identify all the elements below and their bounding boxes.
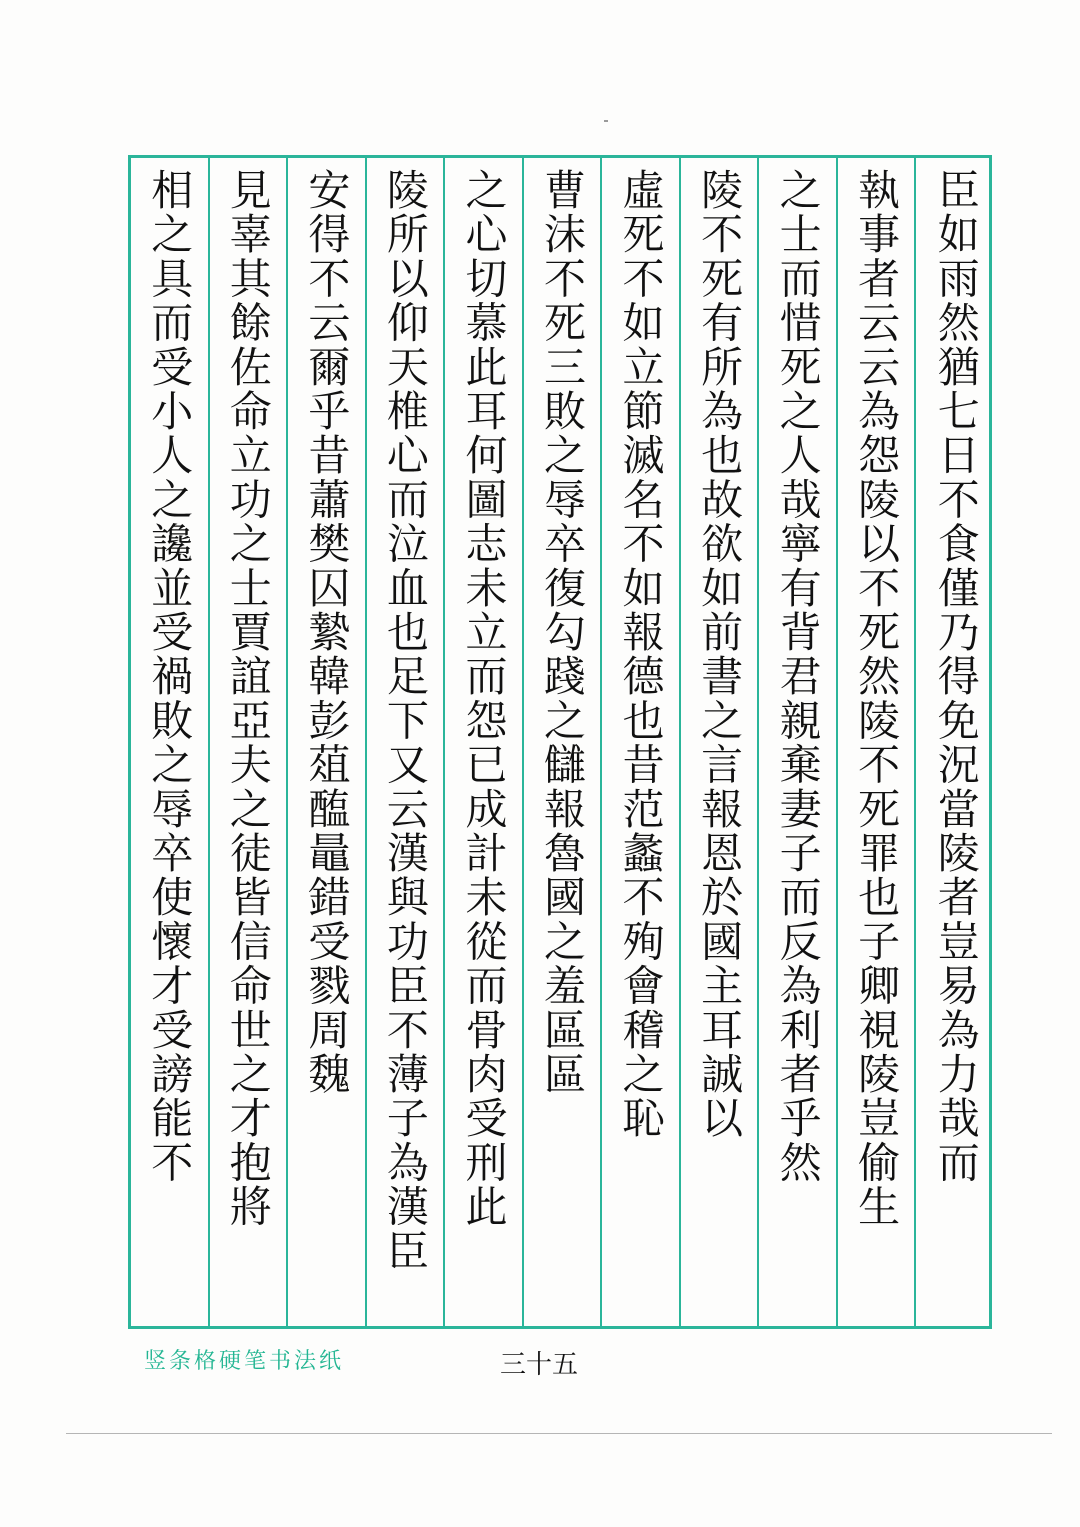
text-column-1 — [916, 158, 995, 1326]
page-number: 三十五 — [500, 1350, 579, 1380]
text-column-10 — [210, 158, 289, 1326]
column-text: 陵不死有所為也故欲如前書之言報恩於國主耳誠以 — [695, 168, 745, 1141]
text-column-8 — [367, 158, 446, 1326]
text-column-9 — [288, 158, 367, 1326]
column-text: 虛死不如立節滅名不如報德也昔范蠡不殉會稽之恥 — [616, 168, 666, 1141]
paper-speck — [604, 120, 608, 122]
bottom-rule — [66, 1433, 1052, 1434]
text-column-11 — [131, 158, 210, 1326]
column-text: 臣如雨然猶七日不食僅乃得免況當陵者豈易為力哉而 — [931, 168, 981, 1185]
column-text: 執事者云云為怨陵以不死然陵不死罪也子卿視陵豈偷生 — [852, 168, 902, 1229]
column-text: 之心切慕此耳何圖志未立而怨已成計未從而骨肉受刑此 — [459, 168, 509, 1229]
text-column-2 — [838, 158, 917, 1326]
text-column-3 — [759, 158, 838, 1326]
text-column-7 — [445, 158, 524, 1326]
column-text: 相之具而受小人之讒並受禍敗之辱卒使懷才受謗能不 — [145, 168, 195, 1185]
column-text: 見辜其餘佐命立功之士賈誼亞夫之徒皆信命世之才抱將 — [223, 168, 273, 1229]
column-text: 陵所以仰天椎心而泣血也足下又云漢與功臣不薄子為漢臣 — [380, 168, 430, 1273]
column-text: 安得不云爾乎昔蕭樊囚縶韓彭葅醢鼂錯受戮周魏 — [302, 168, 352, 1097]
text-column-5 — [602, 158, 681, 1326]
column-text: 曹沫不死三敗之辱卒復勾踐之讎報魯國之羞區區 — [537, 168, 587, 1097]
text-column-4 — [681, 158, 760, 1326]
vertical-grid-frame — [128, 155, 992, 1329]
text-column-6 — [524, 158, 603, 1326]
paper-type-caption: 竖条格硬笔书法纸 — [144, 1349, 345, 1374]
column-text: 之士而惜死之人哉寧有背君親棄妻子而反為利者乎然 — [773, 168, 823, 1185]
